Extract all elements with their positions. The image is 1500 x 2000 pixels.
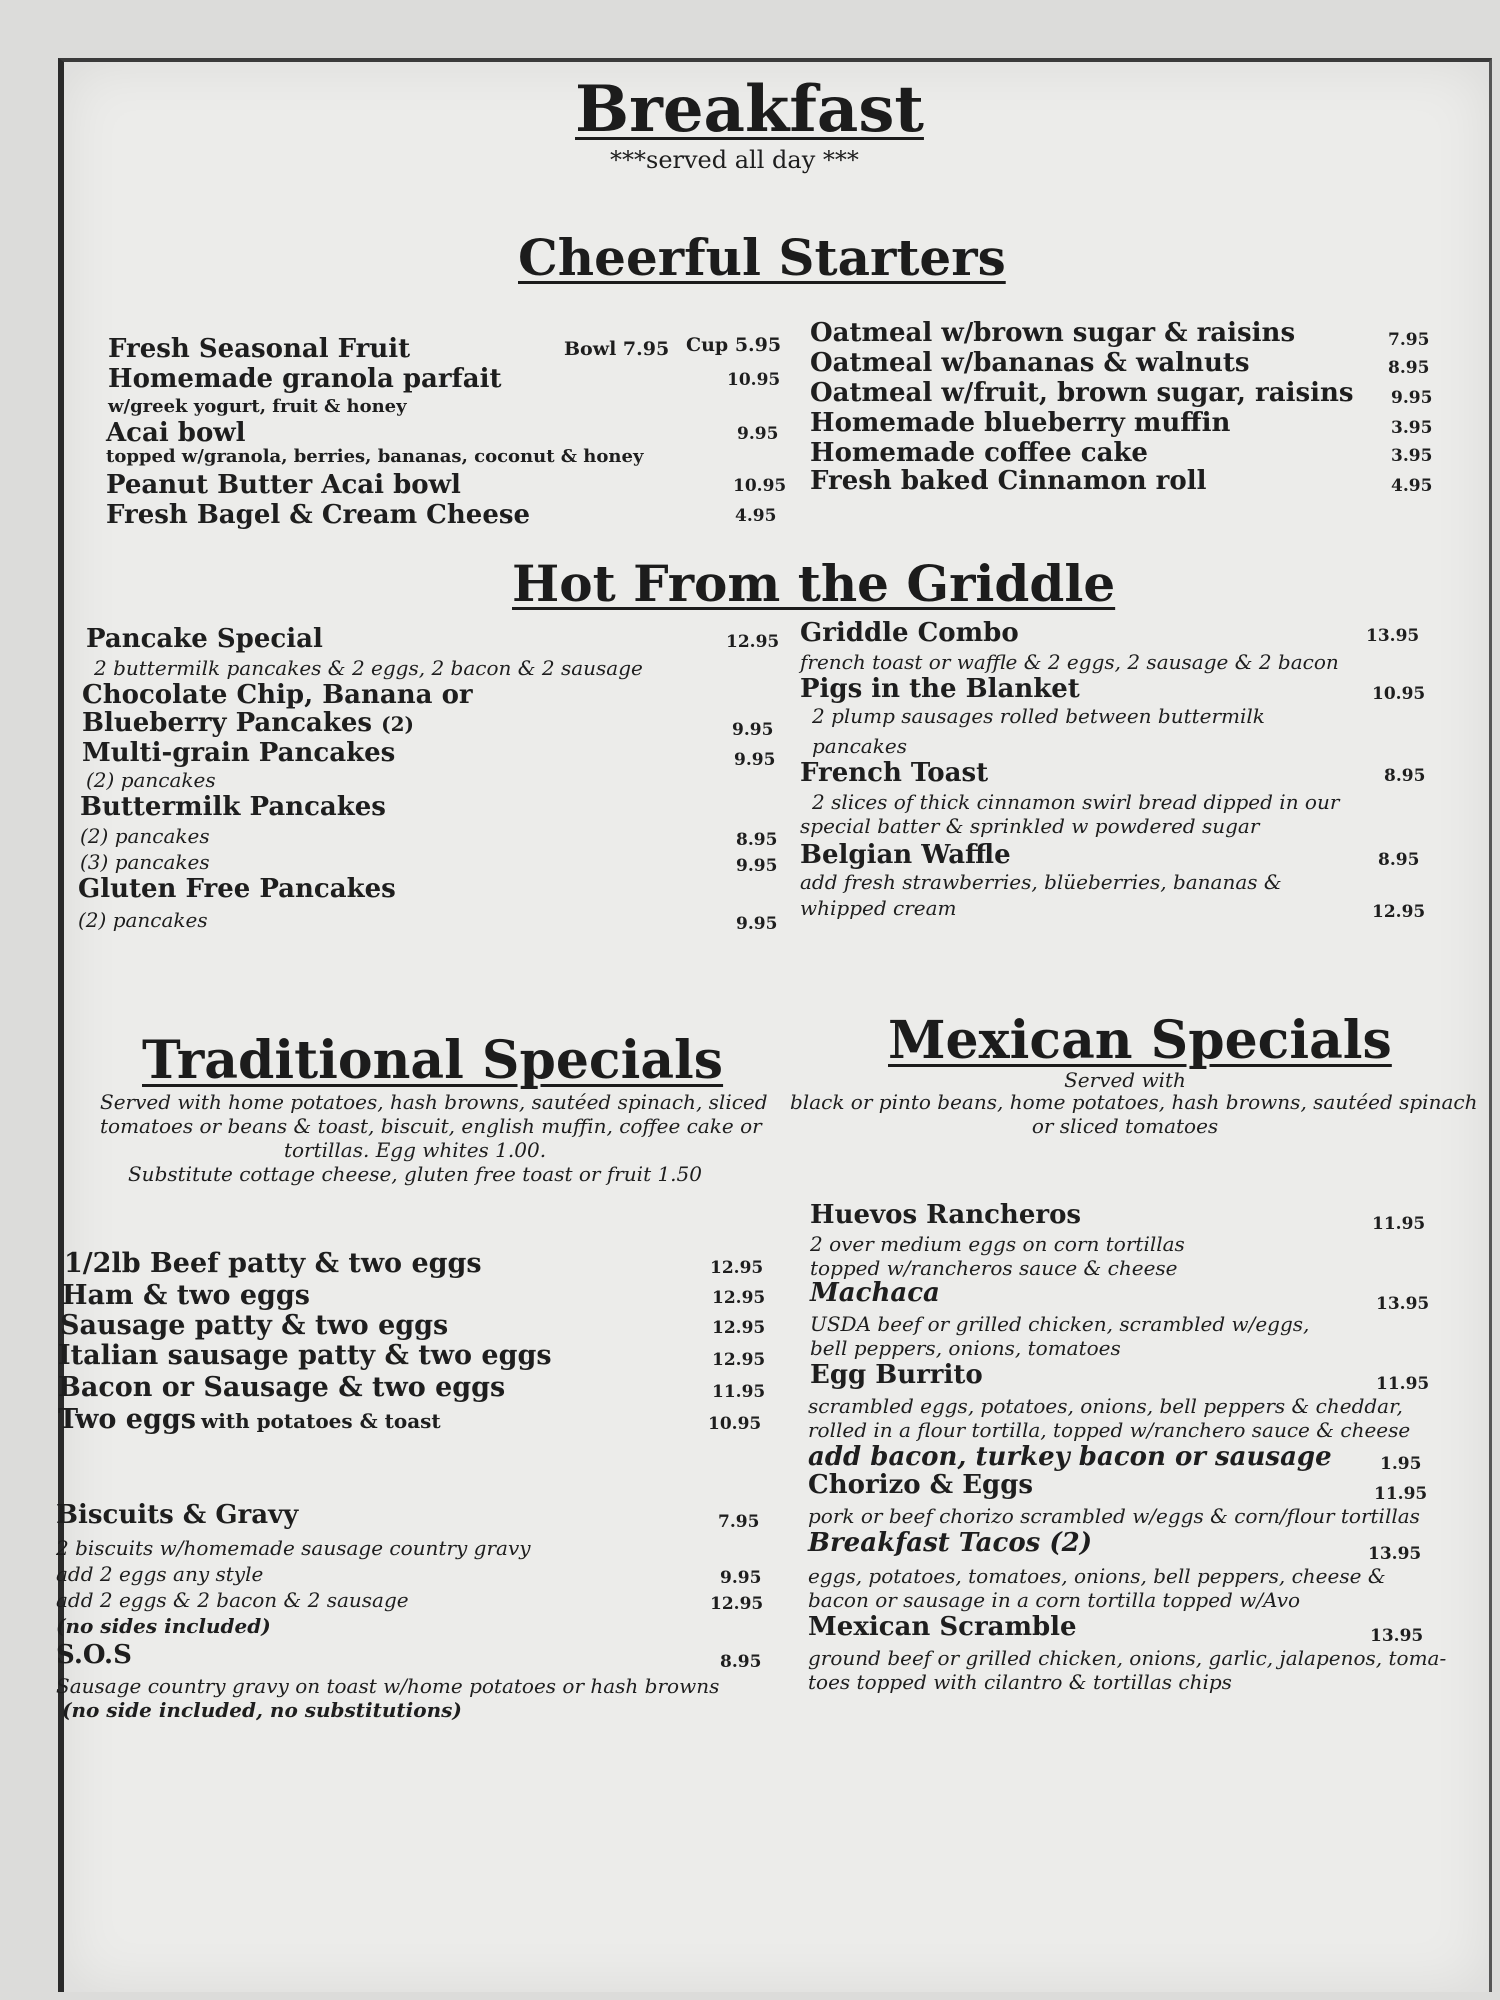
item-egg-burrito: Egg Burrito xyxy=(810,1360,983,1390)
item-blueberry-muffin: Homemade blueberry muffin xyxy=(810,408,1231,438)
mexican-note-1: Served with xyxy=(1064,1068,1186,1092)
item-belgian-waffle: Belgian Waffle xyxy=(800,840,1011,870)
item-pigs-in-blanket: Pigs in the Blanket xyxy=(800,674,1080,704)
desc-huevos-rancheros-2: topped w/rancheros sauce & cheese xyxy=(810,1256,1178,1280)
price-biscuits-add-combo: 12.95 xyxy=(710,1594,764,1614)
menu-subtitle: ***served all day *** xyxy=(610,146,859,174)
item-french-toast: French Toast xyxy=(800,758,989,788)
price-two-eggs: 10.95 xyxy=(708,1414,762,1434)
desc-biscuits-gravy: 2 biscuits w/homemade sausage country gravy xyxy=(56,1536,531,1560)
price-chorizo-eggs: 11.95 xyxy=(1374,1484,1428,1504)
item-coffee-cake: Homemade coffee cake xyxy=(810,438,1148,468)
mexican-note-2: black or pinto beans, home potatoes, hash browns, sautéed spinach xyxy=(790,1090,1478,1114)
desc-buttermilk-2: (2) pancakes xyxy=(80,824,210,848)
price-blueberry-muffin: 3.95 xyxy=(1391,418,1433,438)
price-mexican-scramble: 13.95 xyxy=(1370,1626,1424,1646)
item-fresh-fruit: Fresh Seasonal Fruit xyxy=(108,334,411,364)
price-multigrain-pancakes: 9.95 xyxy=(734,750,776,770)
desc-french-toast-1: 2 slices of thick cinnamon swirl bread dipped in our xyxy=(812,790,1340,814)
desc-egg-burrito-2: rolled in a flour tortilla, topped w/ranchero sauce & cheese xyxy=(808,1418,1411,1442)
price-granola-parfait: 10.95 xyxy=(727,370,781,390)
item-pb-acai-bowl: Peanut Butter Acai bowl xyxy=(106,470,461,500)
item-italian-sausage: Italian sausage patty & two eggs xyxy=(58,1340,552,1371)
traditional-note-1: Served with home potatoes, hash browns, sautéed spinach, sliced xyxy=(100,1090,768,1114)
desc-pigs-in-blanket-1: 2 plump sausages rolled between buttermilk xyxy=(812,704,1265,728)
desc-huevos-rancheros-1: 2 over medium eggs on corn tortillas xyxy=(810,1232,1185,1256)
item-biscuits-gravy: Biscuits & Gravy xyxy=(56,1500,299,1530)
item-sausage-patty: Sausage patty & two eggs xyxy=(60,1310,449,1341)
traditional-note-4: Substitute cottage cheese, gluten free toast or fruit 1.50 xyxy=(127,1162,702,1186)
price-breakfast-tacos: 13.95 xyxy=(1368,1544,1422,1564)
section-title-traditional: Traditional Specials xyxy=(142,1030,724,1091)
price-biscuits-add-eggs: 9.95 xyxy=(720,1568,762,1588)
section-title-starters: Cheerful Starters xyxy=(518,228,1006,287)
price-belgian-waffle-toppings: 12.95 xyxy=(1372,902,1426,922)
item-mexican-scramble: Mexican Scramble xyxy=(808,1612,1077,1642)
blueberry-pancakes-label: Blueberry Pancakes xyxy=(82,708,373,738)
section-title-griddle: Hot From the Griddle xyxy=(512,554,1116,613)
price-oatmeal-raisins: 7.95 xyxy=(1388,330,1430,350)
price-gluten-free-pancakes: 9.95 xyxy=(736,914,778,934)
item-machaca: Machaca xyxy=(810,1278,940,1308)
price-add-bacon: 1.95 xyxy=(1380,1454,1422,1474)
price-biscuits-gravy: 7.95 xyxy=(718,1512,760,1532)
price-cinnamon-roll: 4.95 xyxy=(1391,476,1433,496)
item-multigrain-pancakes: Multi-grain Pancakes xyxy=(82,738,396,768)
price-italian-sausage: 12.95 xyxy=(712,1350,766,1370)
price-bacon-sausage-eggs: 11.95 xyxy=(712,1382,766,1402)
item-huevos-rancheros: Huevos Rancheros xyxy=(810,1200,1082,1230)
desc-buttermilk-3: (3) pancakes xyxy=(80,850,210,874)
desc-multigrain-pancakes: (2) pancakes xyxy=(86,768,216,792)
price-fruit-cup: Cup 5.95 xyxy=(686,334,782,356)
price-pancake-special: 12.95 xyxy=(726,632,780,652)
price-huevos-rancheros: 11.95 xyxy=(1372,1214,1426,1234)
desc-pancake-special: 2 buttermilk pancakes & 2 eggs, 2 bacon & 2 sausage xyxy=(94,656,643,680)
section-title-mexican: Mexican Specials xyxy=(888,1010,1392,1071)
item-add-bacon: add bacon, turkey bacon or sausage xyxy=(808,1442,1332,1472)
desc-machaca-2: bell peppers, onions, tomatoes xyxy=(810,1336,1121,1360)
desc-mexican-scramble-1: ground beef or grilled chicken, onions, garlic, jalapenos, toma- xyxy=(808,1646,1447,1670)
item-oatmeal-raisins: Oatmeal w/brown sugar & raisins xyxy=(810,318,1296,348)
item-chorizo-eggs: Chorizo & Eggs xyxy=(808,1470,1034,1500)
blueberry-pancakes-qty: (2) xyxy=(381,712,414,736)
item-oatmeal-bananas: Oatmeal w/bananas & walnuts xyxy=(810,348,1250,378)
menu-title: Breakfast xyxy=(575,72,924,147)
desc-sos-no-substitutions: (no side included, no substitutions) xyxy=(62,1698,462,1722)
traditional-note-3: tortillas. Egg whites 1.00. xyxy=(283,1138,547,1162)
item-cinnamon-roll: Fresh baked Cinnamon roll xyxy=(810,466,1207,496)
price-ham-eggs: 12.95 xyxy=(712,1288,766,1308)
price-egg-burrito: 11.95 xyxy=(1376,1374,1430,1394)
price-buttermilk-3: 9.95 xyxy=(736,856,778,876)
price-bagel: 4.95 xyxy=(735,506,777,526)
item-bagel: Fresh Bagel & Cream Cheese xyxy=(106,500,531,530)
price-french-toast: 8.95 xyxy=(1384,766,1426,786)
desc-sos: Sausage country gravy on toast w/home potatoes or hash browns xyxy=(56,1674,720,1698)
item-sos: S.O.S xyxy=(56,1640,132,1670)
item-bacon-sausage-eggs: Bacon or Sausage & two eggs xyxy=(58,1372,506,1403)
item-blueberry-pancakes xyxy=(82,708,414,738)
desc-breakfast-tacos-1: eggs, potatoes, tomatoes, onions, bell peppers, cheese & xyxy=(808,1564,1386,1588)
desc-acai-bowl: topped w/granola, berries, bananas, coconut & honey xyxy=(106,446,644,467)
item-chocolate-chip-pancakes: Chocolate Chip, Banana or xyxy=(82,680,473,710)
price-sos: 8.95 xyxy=(720,1652,762,1672)
price-buttermilk-2: 8.95 xyxy=(736,830,778,850)
desc-chorizo-eggs: pork or beef chorizo scrambled w/eggs & corn/flour tortillas xyxy=(808,1504,1420,1528)
price-pb-acai-bowl: 10.95 xyxy=(733,476,787,496)
item-pancake-special: Pancake Special xyxy=(86,624,323,654)
item-ham-eggs: Ham & two eggs xyxy=(62,1280,311,1311)
price-chocolate-blueberry-pancakes: 9.95 xyxy=(732,720,774,740)
price-belgian-waffle: 8.95 xyxy=(1378,850,1420,870)
mexican-note-3: or sliced tomatoes xyxy=(1031,1114,1219,1138)
price-pigs-in-blanket: 10.95 xyxy=(1372,684,1426,704)
desc-pigs-in-blanket-2: pancakes xyxy=(812,734,907,758)
price-acai-bowl: 9.95 xyxy=(737,424,779,444)
desc-mexican-scramble-2: toes topped with cilantro & tortillas chips xyxy=(808,1670,1232,1694)
price-griddle-combo: 13.95 xyxy=(1366,626,1420,646)
item-acai-bowl: Acai bowl xyxy=(106,418,246,448)
price-beef-patty: 12.95 xyxy=(710,1258,764,1278)
item-breakfast-tacos: Breakfast Tacos (2) xyxy=(808,1528,1093,1558)
desc-granola-parfait: w/greek yogurt, fruit & honey xyxy=(108,396,407,417)
item-oatmeal-fruit: Oatmeal w/fruit, brown sugar, raisins xyxy=(810,378,1354,408)
price-coffee-cake: 3.95 xyxy=(1391,446,1433,466)
desc-belgian-waffle-2: whipped cream xyxy=(800,896,957,920)
item-two-eggs xyxy=(58,1404,441,1435)
desc-biscuits-no-sides: (no sides included) xyxy=(56,1614,271,1638)
price-machaca: 13.95 xyxy=(1376,1294,1430,1314)
price-oatmeal-bananas: 8.95 xyxy=(1388,358,1430,378)
desc-breakfast-tacos-2: bacon or sausage in a corn tortilla topped w/Avo xyxy=(808,1588,1301,1612)
two-eggs-label: Two eggs xyxy=(58,1404,196,1435)
item-gluten-free-pancakes: Gluten Free Pancakes xyxy=(78,874,396,904)
traditional-note-2: tomatoes or beans & toast, biscuit, english muffin, coffee cake or xyxy=(100,1114,762,1138)
price-oatmeal-fruit: 9.95 xyxy=(1391,388,1433,408)
desc-gluten-free-pancakes: (2) pancakes xyxy=(78,908,208,932)
price-fruit-bowl: Bowl 7.95 xyxy=(564,338,670,360)
desc-machaca-1: USDA beef or grilled chicken, scrambled w/eggs, xyxy=(810,1312,1310,1336)
price-sausage-patty: 12.95 xyxy=(712,1318,766,1338)
desc-biscuits-add-eggs: add 2 eggs any style xyxy=(56,1562,264,1586)
desc-french-toast-2: special batter & sprinkled w powdered sugar xyxy=(800,814,1260,838)
desc-egg-burrito-1: scrambled eggs, potatoes, onions, bell peppers & cheddar, xyxy=(808,1394,1403,1418)
desc-belgian-waffle-1: add fresh strawberries, blüeberries, bananas & xyxy=(800,870,1282,894)
item-griddle-combo: Griddle Combo xyxy=(800,618,1019,648)
item-beef-patty: 1/2lb Beef patty & two eggs xyxy=(64,1248,482,1279)
item-buttermilk-pancakes: Buttermilk Pancakes xyxy=(80,792,386,822)
desc-griddle-combo: french toast or waffle & 2 eggs, 2 sausage & 2 bacon xyxy=(800,650,1339,674)
item-granola-parfait: Homemade granola parfait xyxy=(108,364,502,394)
desc-biscuits-add-combo: add 2 eggs & 2 bacon & 2 sausage xyxy=(56,1588,409,1612)
two-eggs-detail: with potatoes & toast xyxy=(201,1409,441,1433)
